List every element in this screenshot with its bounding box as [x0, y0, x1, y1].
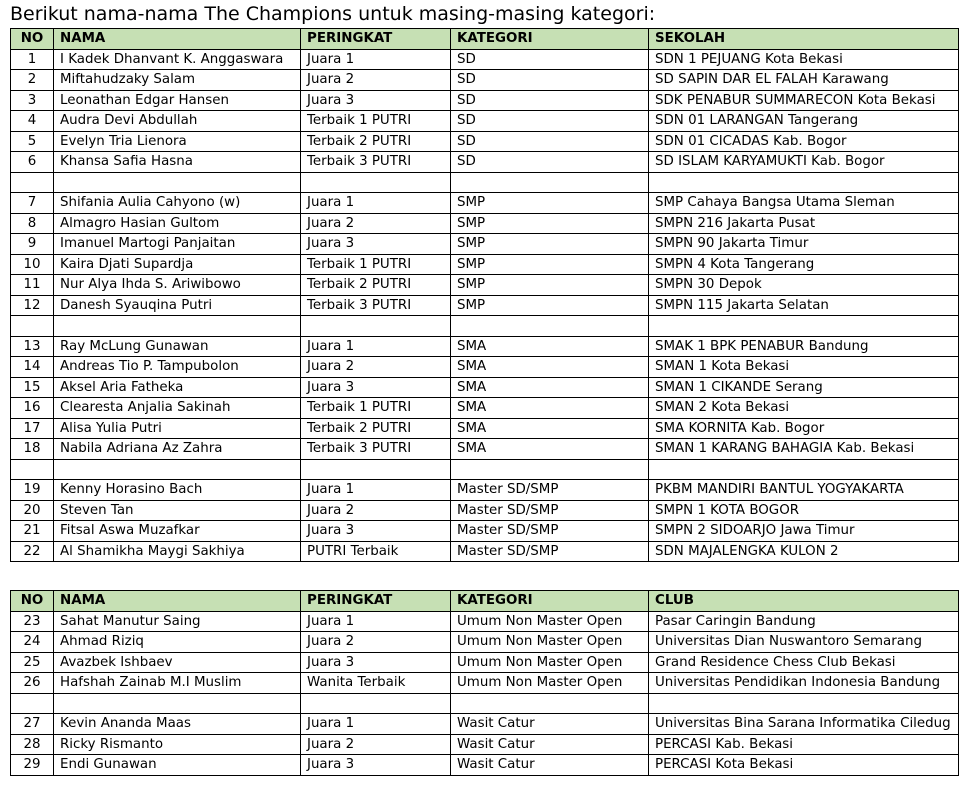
header-no: NO [11, 591, 54, 612]
cell-peringkat [301, 693, 451, 714]
cell-nama [54, 693, 301, 714]
cell-kategori: SD [451, 70, 649, 91]
cell-institusi: SDN 01 CICADAS Kab. Bogor [649, 131, 959, 152]
cell-kategori [451, 459, 649, 480]
cell-institusi: SMAN 1 KARANG BAHAGIA Kab. Bekasi [649, 439, 959, 460]
cell-peringkat: Juara 3 [301, 377, 451, 398]
cell-kategori [451, 316, 649, 337]
cell-institusi: SDK PENABUR SUMMARECON Kota Bekasi [649, 90, 959, 111]
cell-kategori: Umum Non Master Open [451, 673, 649, 694]
cell-kategori: SD [451, 131, 649, 152]
cell-no: 16 [11, 398, 54, 419]
cell-kategori: Umum Non Master Open [451, 611, 649, 632]
table-row [11, 295, 959, 316]
cell-no: 19 [11, 480, 54, 501]
cell-nama: Ray McLung Gunawan [54, 336, 301, 357]
cell-no: 13 [11, 336, 54, 357]
table-row [11, 275, 959, 296]
cell-institusi: Universitas Bina Sarana Informatika Ciledug [649, 714, 959, 735]
cell-institusi: Grand Residence Chess Club Bekasi [649, 652, 959, 673]
cell-nama: Alisa Yulia Putri [54, 418, 301, 439]
cell-nama: Kenny Horasino Bach [54, 480, 301, 501]
table-row [11, 234, 959, 255]
table-row [11, 439, 959, 460]
cell-no [11, 316, 54, 337]
cell-peringkat: Terbaik 1 PUTRI [301, 398, 451, 419]
cell-kategori: SD [451, 49, 649, 70]
cell-institusi: SMPN 1 KOTA BOGOR [649, 500, 959, 521]
cell-no: 24 [11, 632, 54, 653]
cell-no: 25 [11, 652, 54, 673]
table-row [11, 673, 959, 694]
cell-institusi [649, 172, 959, 193]
table-row [11, 111, 959, 132]
cell-no: 20 [11, 500, 54, 521]
table-row [11, 357, 959, 378]
header-kategori: KATEGORI [451, 29, 649, 50]
header-nama: NAMA [54, 29, 301, 50]
cell-nama [54, 316, 301, 337]
cell-no: 23 [11, 611, 54, 632]
table-row [11, 70, 959, 91]
cell-nama: Al Shamikha Maygi Sakhiya [54, 541, 301, 562]
table-row [11, 131, 959, 152]
table-row [11, 714, 959, 735]
table-row [11, 734, 959, 755]
cell-peringkat: Wanita Terbaik [301, 673, 451, 694]
cell-peringkat: Juara 1 [301, 714, 451, 735]
cell-institusi: Pasar Caringin Bandung [649, 611, 959, 632]
cell-kategori [451, 693, 649, 714]
cell-no: 17 [11, 418, 54, 439]
table-row [11, 541, 959, 562]
cell-nama: Andreas Tio P. Tampubolon [54, 357, 301, 378]
table-row [11, 652, 959, 673]
cell-no [11, 459, 54, 480]
cell-kategori [451, 172, 649, 193]
cell-nama: Leonathan Edgar Hansen [54, 90, 301, 111]
cell-no: 12 [11, 295, 54, 316]
cell-peringkat [301, 316, 451, 337]
table-row [11, 611, 959, 632]
cell-peringkat: Terbaik 3 PUTRI [301, 152, 451, 173]
header-club: CLUB [649, 591, 959, 612]
cell-no: 1 [11, 49, 54, 70]
cell-kategori: SMA [451, 336, 649, 357]
cell-nama: I Kadek Dhanvant K. Anggaswara [54, 49, 301, 70]
table-header-row [11, 29, 959, 50]
page-title: Berikut nama-nama The Champions untuk masing-masing kategori: [10, 3, 656, 25]
table-spacer-row [11, 316, 959, 337]
cell-no: 11 [11, 275, 54, 296]
table-spacer-row [11, 693, 959, 714]
cell-peringkat: Terbaik 1 PUTRI [301, 254, 451, 275]
cell-kategori: Wasit Catur [451, 734, 649, 755]
cell-peringkat: Juara 2 [301, 500, 451, 521]
cell-nama: Evelyn Tria Lienora [54, 131, 301, 152]
cell-institusi: SMPN 115 Jakarta Selatan [649, 295, 959, 316]
cell-no: 3 [11, 90, 54, 111]
cell-peringkat: Terbaik 2 PUTRI [301, 418, 451, 439]
cell-nama: Steven Tan [54, 500, 301, 521]
cell-no: 14 [11, 357, 54, 378]
cell-peringkat: Juara 3 [301, 652, 451, 673]
cell-nama: Fitsal Aswa Muzafkar [54, 521, 301, 542]
cell-kategori: SMA [451, 398, 649, 419]
cell-kategori: Wasit Catur [451, 755, 649, 776]
cell-institusi [649, 316, 959, 337]
cell-institusi: SDN 1 PEJUANG Kota Bekasi [649, 49, 959, 70]
cell-kategori: SMP [451, 295, 649, 316]
cell-institusi: PERCASI Kota Bekasi [649, 755, 959, 776]
cell-kategori: Wasit Catur [451, 714, 649, 735]
cell-kategori: SMA [451, 357, 649, 378]
cell-peringkat: Juara 1 [301, 336, 451, 357]
cell-peringkat: Terbaik 3 PUTRI [301, 439, 451, 460]
cell-institusi [649, 693, 959, 714]
cell-nama: Endi Gunawan [54, 755, 301, 776]
cell-nama: Almagro Hasian Gultom [54, 213, 301, 234]
cell-kategori: SMP [451, 213, 649, 234]
cell-peringkat: Terbaik 2 PUTRI [301, 131, 451, 152]
cell-kategori: Master SD/SMP [451, 541, 649, 562]
cell-peringkat: Juara 2 [301, 70, 451, 91]
cell-institusi: Universitas Pendidikan Indonesia Bandung [649, 673, 959, 694]
cell-no: 2 [11, 70, 54, 91]
cell-nama: Kevin Ananda Maas [54, 714, 301, 735]
cell-no: 26 [11, 673, 54, 694]
cell-no [11, 693, 54, 714]
cell-peringkat: Terbaik 1 PUTRI [301, 111, 451, 132]
cell-institusi: SMAN 1 CIKANDE Serang [649, 377, 959, 398]
table-row [11, 254, 959, 275]
champions-table-open [10, 590, 959, 776]
table-row [11, 193, 959, 214]
cell-kategori: SMA [451, 439, 649, 460]
cell-nama: Shifania Aulia Cahyono (w) [54, 193, 301, 214]
table-row [11, 377, 959, 398]
cell-kategori: SMP [451, 193, 649, 214]
table-row [11, 632, 959, 653]
cell-kategori: SMP [451, 275, 649, 296]
table-row [11, 521, 959, 542]
cell-institusi: SMA KORNITA Kab. Bogor [649, 418, 959, 439]
cell-institusi: SDN 01 LARANGAN Tangerang [649, 111, 959, 132]
cell-nama: Nur Alya Ihda S. Ariwibowo [54, 275, 301, 296]
cell-nama: Sahat Manutur Saing [54, 611, 301, 632]
cell-no: 7 [11, 193, 54, 214]
cell-nama: Ricky Rismanto [54, 734, 301, 755]
champions-table-school [10, 28, 959, 562]
header-peringkat: PERINGKAT [301, 29, 451, 50]
cell-no: 4 [11, 111, 54, 132]
cell-peringkat: Juara 1 [301, 193, 451, 214]
cell-peringkat: Juara 2 [301, 213, 451, 234]
cell-no: 29 [11, 755, 54, 776]
cell-institusi: SD SAPIN DAR EL FALAH Karawang [649, 70, 959, 91]
cell-kategori: Master SD/SMP [451, 521, 649, 542]
cell-institusi: Universitas Dian Nuswantoro Semarang [649, 632, 959, 653]
cell-nama: Audra Devi Abdullah [54, 111, 301, 132]
cell-kategori: SMP [451, 254, 649, 275]
cell-no: 27 [11, 714, 54, 735]
cell-peringkat: Juara 3 [301, 521, 451, 542]
cell-institusi: SMPN 2 SIDOARJO Jawa Timur [649, 521, 959, 542]
cell-kategori: Master SD/SMP [451, 500, 649, 521]
cell-no: 15 [11, 377, 54, 398]
header-nama: NAMA [54, 591, 301, 612]
cell-kategori: SD [451, 90, 649, 111]
cell-no: 6 [11, 152, 54, 173]
table-row [11, 49, 959, 70]
cell-peringkat: Terbaik 2 PUTRI [301, 275, 451, 296]
cell-institusi [649, 459, 959, 480]
cell-no: 22 [11, 541, 54, 562]
cell-no: 10 [11, 254, 54, 275]
table-body [11, 611, 959, 775]
cell-no [11, 172, 54, 193]
cell-institusi: SMAN 1 Kota Bekasi [649, 357, 959, 378]
table-body [11, 49, 959, 562]
table-row [11, 336, 959, 357]
header-peringkat: PERINGKAT [301, 591, 451, 612]
cell-peringkat: Juara 1 [301, 49, 451, 70]
cell-no: 28 [11, 734, 54, 755]
cell-nama: Khansa Safia Hasna [54, 152, 301, 173]
table-row [11, 418, 959, 439]
cell-institusi: PERCASI Kab. Bekasi [649, 734, 959, 755]
cell-institusi: SMAN 2 Kota Bekasi [649, 398, 959, 419]
cell-institusi: PKBM MANDIRI BANTUL YOGYAKARTA [649, 480, 959, 501]
cell-nama: Nabila Adriana Az Zahra [54, 439, 301, 460]
cell-no: 8 [11, 213, 54, 234]
table-row [11, 755, 959, 776]
cell-peringkat: Juara 3 [301, 755, 451, 776]
table-row [11, 500, 959, 521]
cell-nama: Hafshah Zainab M.I Muslim [54, 673, 301, 694]
cell-kategori: SMA [451, 377, 649, 398]
cell-peringkat: PUTRI Terbaik [301, 541, 451, 562]
table-header-row [11, 591, 959, 612]
cell-peringkat: Juara 1 [301, 480, 451, 501]
cell-peringkat: Juara 3 [301, 90, 451, 111]
table-row [11, 213, 959, 234]
table-spacer-row [11, 459, 959, 480]
cell-peringkat: Terbaik 3 PUTRI [301, 295, 451, 316]
cell-institusi: SMPN 216 Jakarta Pusat [649, 213, 959, 234]
cell-institusi: SD ISLAM KARYAMUKTI Kab. Bogor [649, 152, 959, 173]
header-kategori: KATEGORI [451, 591, 649, 612]
cell-nama [54, 459, 301, 480]
cell-nama: Kaira Djati Supardja [54, 254, 301, 275]
cell-institusi: SMPN 4 Kota Tangerang [649, 254, 959, 275]
table-row [11, 152, 959, 173]
cell-peringkat: Juara 2 [301, 734, 451, 755]
cell-institusi: SDN MAJALENGKA KULON 2 [649, 541, 959, 562]
cell-nama: Ahmad Riziq [54, 632, 301, 653]
cell-peringkat: Juara 2 [301, 632, 451, 653]
cell-kategori: Master SD/SMP [451, 480, 649, 501]
cell-institusi: SMP Cahaya Bangsa Utama Sleman [649, 193, 959, 214]
table-row [11, 480, 959, 501]
cell-nama: Danesh Syauqina Putri [54, 295, 301, 316]
cell-nama: Miftahudzaky Salam [54, 70, 301, 91]
cell-peringkat [301, 172, 451, 193]
cell-nama: Aksel Aria Fatheka [54, 377, 301, 398]
cell-nama: Clearesta Anjalia Sakinah [54, 398, 301, 419]
cell-peringkat: Juara 1 [301, 611, 451, 632]
cell-no: 5 [11, 131, 54, 152]
cell-kategori: SD [451, 152, 649, 173]
header-no: NO [11, 29, 54, 50]
cell-peringkat: Juara 2 [301, 357, 451, 378]
cell-kategori: Umum Non Master Open [451, 632, 649, 653]
cell-institusi: SMPN 30 Depok [649, 275, 959, 296]
cell-peringkat [301, 459, 451, 480]
cell-nama [54, 172, 301, 193]
header-sekolah: SEKOLAH [649, 29, 959, 50]
cell-institusi: SMPN 90 Jakarta Timur [649, 234, 959, 255]
cell-nama: Imanuel Martogi Panjaitan [54, 234, 301, 255]
cell-no: 21 [11, 521, 54, 542]
table-row [11, 90, 959, 111]
cell-kategori: SD [451, 111, 649, 132]
cell-no: 9 [11, 234, 54, 255]
cell-peringkat: Juara 3 [301, 234, 451, 255]
cell-kategori: SMA [451, 418, 649, 439]
cell-institusi: SMAK 1 BPK PENABUR Bandung [649, 336, 959, 357]
cell-kategori: SMP [451, 234, 649, 255]
table-row [11, 398, 959, 419]
cell-no: 18 [11, 439, 54, 460]
table-spacer-row [11, 172, 959, 193]
cell-nama: Avazbek Ishbaev [54, 652, 301, 673]
cell-kategori: Umum Non Master Open [451, 652, 649, 673]
